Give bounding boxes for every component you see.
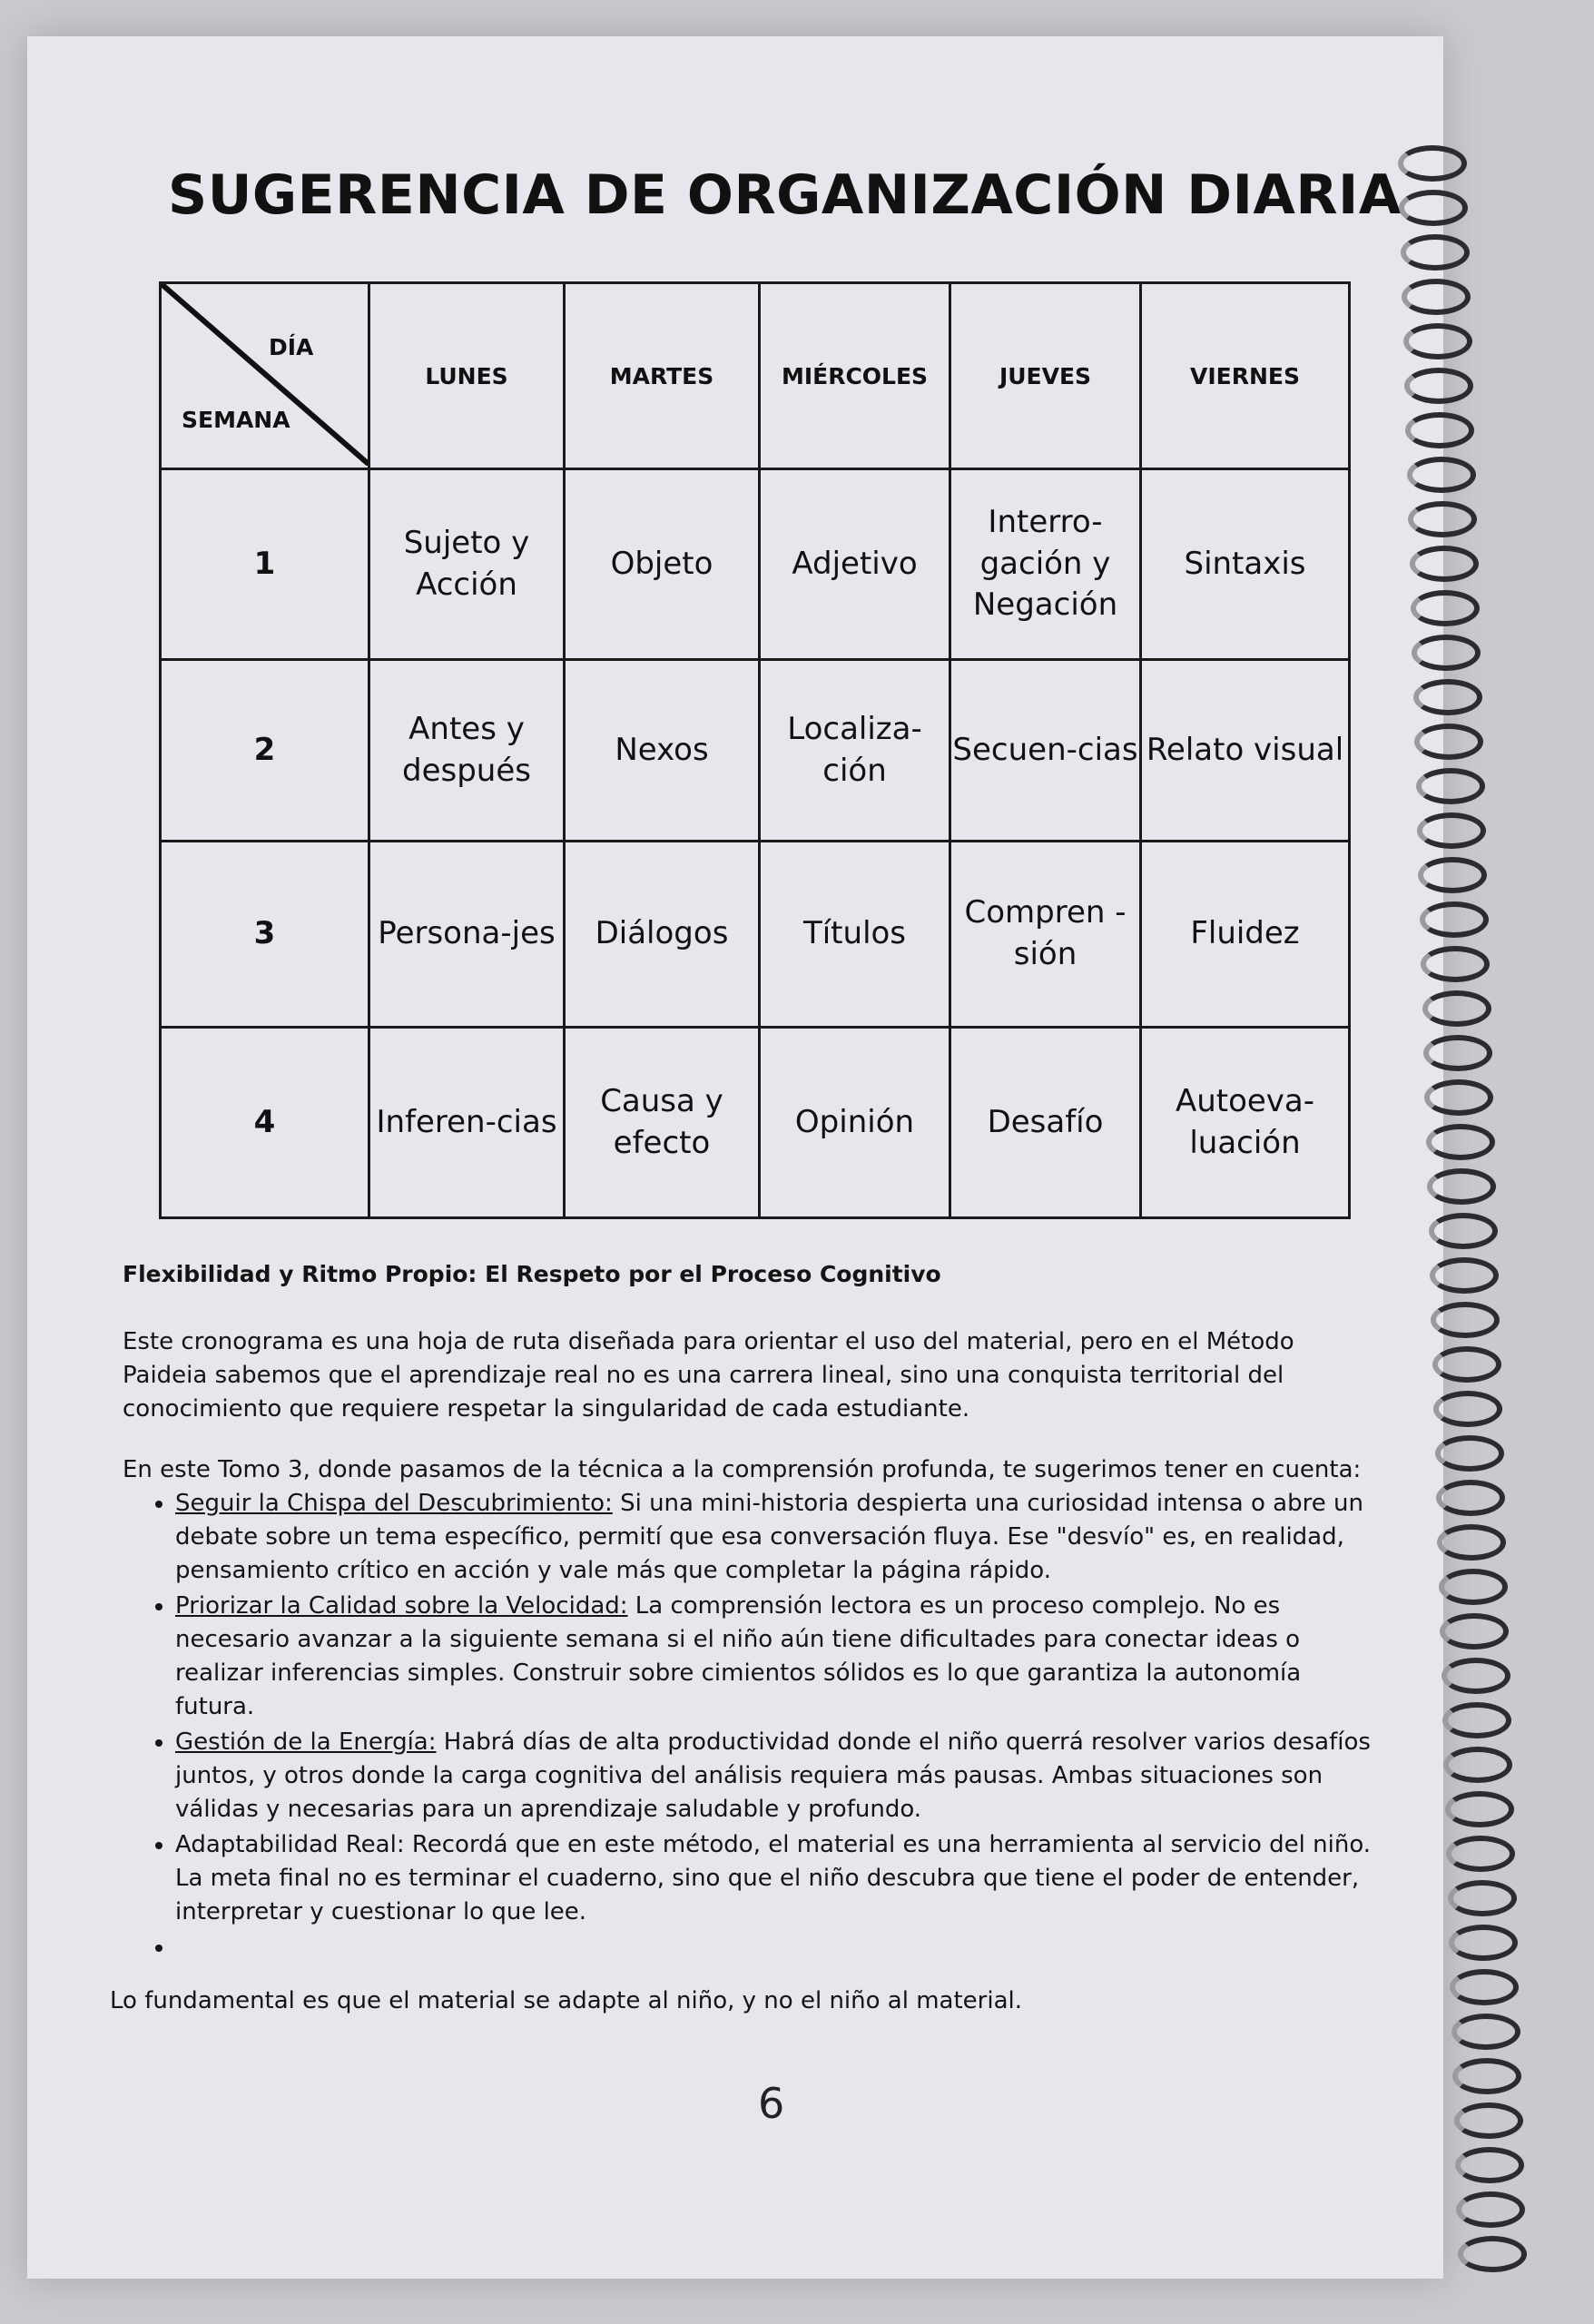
- spiral-ring: [1404, 368, 1473, 404]
- table-cell: Opinión: [760, 1028, 950, 1218]
- spiral-ring: [1412, 635, 1481, 671]
- table-cell: Sintaxis: [1141, 469, 1350, 660]
- table-cell: Causa y efecto: [565, 1028, 760, 1218]
- lead-paragraph: En este Tomo 3, donde pasamos de la técnica a la comprensión profunda, te sugerimos tener en cuenta:: [123, 1456, 1362, 1483]
- spiral-ring: [1418, 857, 1487, 893]
- spiral-ring: [1426, 1124, 1495, 1160]
- spiral-ring: [1414, 724, 1483, 760]
- spiral-ring: [1432, 1346, 1501, 1383]
- table-corner-cell: [161, 283, 369, 469]
- spiral-ring: [1449, 1925, 1518, 1961]
- list-item: [175, 1828, 1384, 1929]
- table-cell: Localiza-ción: [760, 660, 950, 842]
- spiral-ring: [1431, 1302, 1500, 1338]
- spiral-ring: [1403, 323, 1472, 359]
- spiral-ring: [1454, 2102, 1523, 2139]
- tips-list: [123, 1487, 1384, 1965]
- spiral-ring: [1422, 990, 1491, 1027]
- spiral-ring: [1408, 501, 1477, 537]
- closing-paragraph: Lo fundamental es que el material se adapte al niño, y no el niño al material.: [110, 1987, 1022, 2014]
- spiral-ring: [1420, 901, 1489, 938]
- list-item-empty: [175, 1931, 1384, 1965]
- table-cell: Sujeto y Acción: [369, 469, 565, 660]
- spiral-ring: [1398, 145, 1467, 182]
- page-title: SUGERENCIA DE ORGANIZACIÓN DIARIA: [168, 163, 1402, 227]
- day-header: VIERNES: [1141, 283, 1350, 469]
- spiral-ring: [1458, 2236, 1527, 2272]
- spiral-ring: [1442, 1702, 1511, 1738]
- spiral-ring: [1456, 2191, 1525, 2228]
- table-cell: Desafío: [950, 1028, 1141, 1218]
- table-row: [161, 660, 1350, 842]
- intro-paragraph: Este cronograma es una hoja de ruta diseñada para orientar el uso del material, pero en el Método Paideia sabemos que el aprendizaje real no es una carrera lineal, sino una conquista territorial del conocimiento que requiere respetar la singularidad de cada estudiante.: [123, 1328, 1294, 1423]
- spiral-ring: [1410, 546, 1479, 582]
- section-subtitle: Flexibilidad y Ritmo Propio: El Respeto por el Proceso Cognitivo: [123, 1261, 941, 1287]
- spiral-ring: [1411, 590, 1480, 626]
- table-cell: Secuen-cias: [950, 660, 1141, 842]
- spiral-ring: [1443, 1747, 1512, 1783]
- list-item-label: Gestión de la Energía:: [175, 1728, 437, 1756]
- spiral-ring: [1429, 1213, 1498, 1249]
- spiral-ring: [1416, 768, 1485, 804]
- list-item: [175, 1590, 1384, 1724]
- table-cell: Objeto: [565, 469, 760, 660]
- spiral-ring: [1423, 1035, 1492, 1071]
- table-cell: Persona-jes: [369, 842, 565, 1028]
- list-item: [175, 1487, 1384, 1588]
- spiral-ring: [1402, 279, 1471, 315]
- day-header: MARTES: [565, 283, 760, 469]
- page-number: 6: [758, 2079, 785, 2128]
- spiral-ring: [1424, 1079, 1493, 1116]
- spiral-ring: [1401, 234, 1470, 271]
- spiral-ring: [1445, 1791, 1514, 1827]
- spiral-ring: [1441, 1658, 1510, 1694]
- day-header: MIÉRCOLES: [760, 283, 950, 469]
- spiral-ring: [1399, 190, 1468, 226]
- list-item-text: Adaptabilidad Real: Recordá que en este método, el material es una herramienta al servicio del niño. La meta final no es terminar el cuaderno, sino que el niño descubra que tiene el poder de entender, interpretar y cuestionar lo que lee.: [175, 1831, 1372, 1925]
- spiral-ring: [1405, 412, 1474, 448]
- week-number: 3: [161, 842, 369, 1028]
- table-row: [161, 469, 1350, 660]
- day-header: LUNES: [369, 283, 565, 469]
- week-number: 1: [161, 469, 369, 660]
- schedule-table: [159, 281, 1351, 1219]
- list-item-label: Seguir la Chispa del Descubrimiento:: [175, 1490, 613, 1517]
- table-cell: Inferen-cias: [369, 1028, 565, 1218]
- spiral-ring: [1437, 1524, 1506, 1561]
- spiral-ring: [1451, 2014, 1520, 2050]
- table-cell: Compren -sión: [950, 842, 1141, 1028]
- spiral-ring: [1421, 946, 1490, 982]
- table-cell: Interro-gación y Negación: [950, 469, 1141, 660]
- list-item-label: Priorizar la Calidad sobre la Velocidad:: [175, 1592, 628, 1620]
- spiral-ring: [1450, 1969, 1519, 2005]
- table-cell: Nexos: [565, 660, 760, 842]
- week-number: 2: [161, 660, 369, 842]
- corner-label-week: SEMANA: [182, 407, 290, 433]
- table-row: [161, 1028, 1350, 1218]
- spiral-ring: [1440, 1613, 1509, 1649]
- spiral-ring: [1413, 679, 1482, 715]
- spiral-ring: [1448, 1880, 1517, 1916]
- list-item: [175, 1726, 1384, 1827]
- spiral-ring: [1435, 1435, 1504, 1472]
- table-cell: Autoeva-luación: [1141, 1028, 1350, 1218]
- spiral-ring: [1430, 1257, 1499, 1294]
- week-number: 4: [161, 1028, 369, 1218]
- spiral-ring: [1407, 457, 1476, 493]
- table-cell: Títulos: [760, 842, 950, 1028]
- table-cell: Relato visual: [1141, 660, 1350, 842]
- table-cell: Antes y después: [369, 660, 565, 842]
- spiral-ring: [1455, 2147, 1524, 2183]
- table-cell: Adjetivo: [760, 469, 950, 660]
- diagonal-divider: [162, 284, 369, 466]
- spiral-ring: [1433, 1391, 1502, 1427]
- spiral-ring: [1427, 1168, 1496, 1205]
- spiral-ring: [1417, 812, 1486, 849]
- body-text: [110, 1257, 1384, 2018]
- day-header: JUEVES: [950, 283, 1141, 469]
- spiral-ring: [1452, 2058, 1521, 2094]
- table-header-row: [161, 283, 1350, 469]
- spiral-ring: [1439, 1569, 1508, 1605]
- table-cell: Fluidez: [1141, 842, 1350, 1028]
- spiral-ring: [1436, 1480, 1505, 1516]
- list-item-text: Si una mini-historia despierta una curiosidad intensa o abre un debate sobre un tema específico, permití que esa conversación fluya. Ese "desvío" es, en realidad, pensamiento crítico en acción y vale más que completar la página rápido.: [175, 1490, 1363, 1584]
- list-item-text: Habrá días de alta productividad donde el niño querrá resolver varios desafíos juntos, y otros donde la carga cognitiva del análisis requiera más pausas. Ambas situaciones son válidas y necesarias para un aprendizaje saludable y profundo.: [175, 1728, 1371, 1823]
- list-item-text: La comprensión lectora es un proceso complejo. No es necesario avanzar a la siguiente semana si el niño aún tiene dificultades para conectar ideas o realizar inferencias simples. Construir sobre cimientos sólidos es lo que garantiza la autonomía futura.: [175, 1592, 1302, 1720]
- table-row: [161, 842, 1350, 1028]
- spiral-ring: [1446, 1836, 1515, 1872]
- corner-label-day: DÍA: [269, 334, 314, 360]
- table-cell: Diálogos: [565, 842, 760, 1028]
